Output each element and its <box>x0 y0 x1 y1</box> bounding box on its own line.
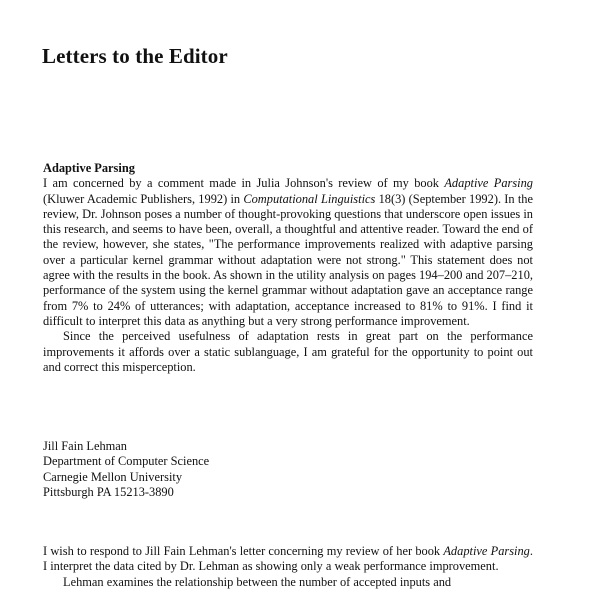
reply-letter <box>43 544 533 590</box>
letter-paragraph-1 <box>43 176 533 329</box>
letter-p1-text-a: I am concerned by a comment made in Julia Johnson's review of my book <box>43 176 445 191</box>
letter-p1-journal-title: Computational Linguistics <box>243 191 376 206</box>
letter-title: Adaptive Parsing <box>43 161 135 175</box>
signature-department: Department of Computer Science <box>43 454 210 469</box>
letter-paragraph-2: Since the perceived usefulness of adaptation rests in great part on the performance improvements it affords over a static sublanguage, I am grateful for the opportunity to point out and correct this misperception. <box>43 329 533 374</box>
signature-university: Carnegie Mellon University <box>43 469 183 484</box>
reply-paragraph-1 <box>43 544 533 575</box>
letter-p1-text-b: (Kluwer Academic Publishers, 1992) in <box>43 191 244 206</box>
letter-adaptive-parsing <box>43 161 533 375</box>
reply-p1-book-title: Adaptive Parsing <box>443 544 530 558</box>
signature-city: Pittsburgh PA 15213-3890 <box>43 484 174 499</box>
letter-p1-book-title: Adaptive Parsing <box>444 176 533 191</box>
reply-p1-text-a: I wish to respond to Jill Fain Lehman's letter concerning my review of her book <box>43 544 444 558</box>
signature-name: Jill Fain Lehman <box>43 439 127 453</box>
letter-signature <box>43 439 533 500</box>
reply-p1-text-b: . I interpret the data cited by Dr. Lehman as showing only a weak performance improvement. <box>43 544 533 574</box>
page-title: Letters to the Editor <box>42 44 228 68</box>
reply-paragraph-2: Lehman examines the relationship between the number of accepted inputs and <box>63 574 452 589</box>
letter-p1-text-c: 18(3) (September 1992). In the review, Dr. Johnson poses a number of thought-provoking questions that underscore open issues in this research, and seems to have been, overall, a thoughtful and attentive reader. Toward the end of the review, however, she states, "The performance improvements realized with adaptive parsing over a particular kernel grammar without adaptation were not strong." This statement does not agree with the results in the book. As shown in the utility analysis on pages 194–200 and 207–210, performance of the system using the kernel grammar without adaptation gave an acceptance range from 7% to 24% of utterances; with adaptation, acceptance increased to 81% to 91%. I find it difficult to interpret this data as anything but a very strong performance improvement. <box>43 191 534 328</box>
